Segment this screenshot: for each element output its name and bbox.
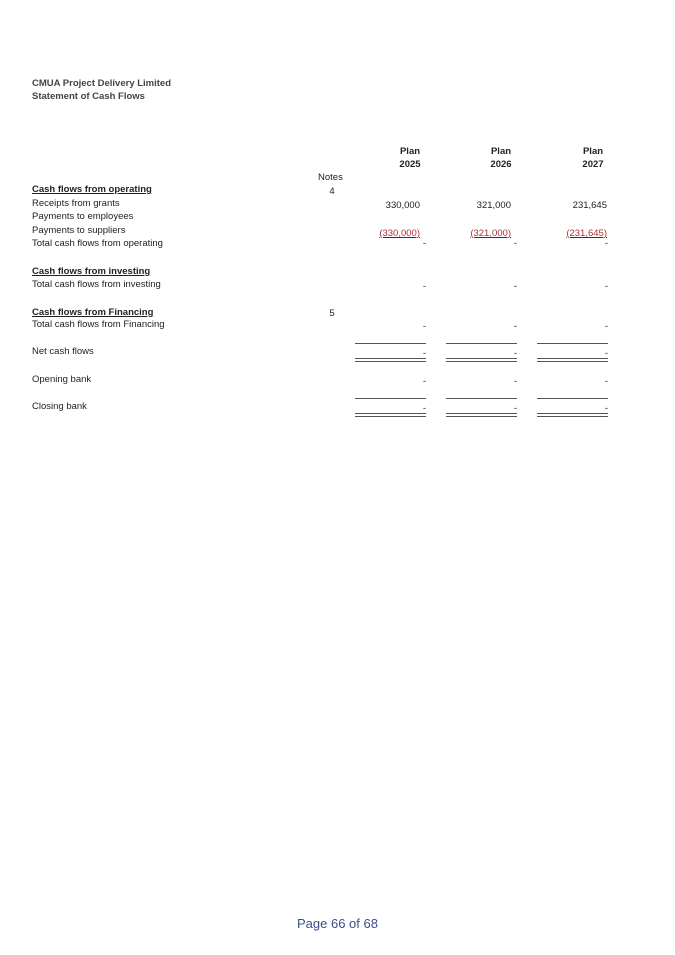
subtotal-rule	[537, 343, 608, 344]
receipts-2026: 321,000	[476, 200, 511, 211]
negative-value: (330,000)	[379, 228, 420, 239]
subtotal-rule	[537, 398, 608, 399]
net-cash-2027: -	[604, 348, 608, 359]
total-financing-2025: -	[422, 321, 426, 332]
closing-bank-2027: -	[604, 403, 608, 414]
financing-section-heading: Cash flows from Financing	[32, 307, 154, 318]
closing-bank-label: Closing bank	[32, 401, 87, 412]
column-plan-label: Plan	[490, 146, 512, 157]
total-operating-2026: -	[513, 238, 517, 249]
total-investing-2025: -	[422, 281, 426, 292]
operating-section-heading: Cash flows from operating	[32, 184, 152, 195]
opening-bank-label: Opening bank	[32, 374, 92, 385]
subtotal-rule	[355, 398, 426, 399]
total-operating-label: Total cash flows from operating	[32, 238, 163, 249]
statement-title: Statement of Cash Flows	[32, 91, 145, 102]
total-operating-2025: -	[422, 238, 426, 249]
financing-note-ref: 5	[329, 308, 335, 319]
total-investing-2027: -	[604, 281, 608, 292]
closing-bank-2025: -	[422, 403, 426, 414]
total-financing-2026: -	[513, 321, 517, 332]
column-year: 2025	[399, 159, 421, 170]
operating-note-ref: 4	[329, 186, 335, 197]
total-double-rule	[446, 413, 517, 417]
column-header-2026	[471, 145, 531, 171]
net-cash-2026: -	[513, 348, 517, 359]
net-cash-label: Net cash flows	[32, 346, 94, 357]
investing-section-heading: Cash flows from investing	[32, 266, 151, 277]
total-operating-2027: -	[604, 238, 608, 249]
total-double-rule	[355, 358, 426, 362]
total-financing-2027: -	[604, 321, 608, 332]
notes-column-header: Notes	[318, 172, 343, 183]
column-plan-label: Plan	[582, 146, 604, 157]
subtotal-rule	[355, 343, 426, 344]
opening-bank-2025: -	[422, 376, 426, 387]
total-double-rule	[355, 413, 426, 417]
page-number: Page 66 of 68	[297, 916, 378, 931]
total-double-rule	[537, 413, 608, 417]
total-investing-2026: -	[513, 281, 517, 292]
company-name: CMUA Project Delivery Limited	[32, 78, 172, 89]
statement-header	[32, 77, 171, 103]
subtotal-rule	[446, 398, 517, 399]
closing-bank-2026: -	[513, 403, 517, 414]
net-cash-2025: -	[422, 348, 426, 359]
opening-bank-2027: -	[604, 376, 608, 387]
subtotal-rule	[446, 343, 517, 344]
column-year: 2026	[490, 159, 512, 170]
total-investing-label: Total cash flows from investing	[32, 279, 161, 290]
column-plan-label: Plan	[399, 146, 421, 157]
total-double-rule	[446, 358, 517, 362]
total-financing-label: Total cash flows from Financing	[32, 319, 165, 330]
employees-label: Payments to employees	[32, 211, 134, 222]
negative-value: (321,000)	[470, 228, 511, 239]
column-header-2025	[380, 145, 440, 171]
column-year: 2027	[582, 159, 604, 170]
negative-value: (231,645)	[566, 228, 607, 239]
receipts-2027: 231,645	[572, 200, 607, 211]
total-double-rule	[537, 358, 608, 362]
receipts-2025: 330,000	[385, 200, 420, 211]
suppliers-label: Payments to suppliers	[32, 225, 126, 236]
opening-bank-2026: -	[513, 376, 517, 387]
column-header-2027	[563, 145, 623, 171]
receipts-label: Receipts from grants	[32, 198, 120, 209]
